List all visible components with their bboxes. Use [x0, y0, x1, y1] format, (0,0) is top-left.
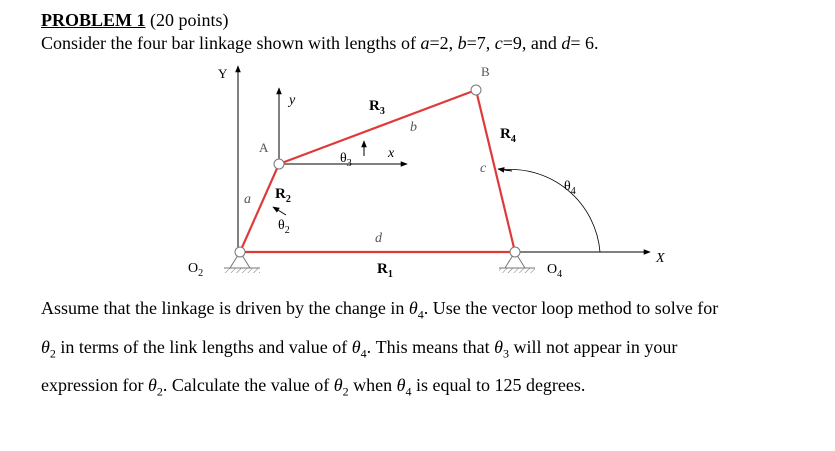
pin-O2: [235, 247, 245, 257]
label-local-y: y: [289, 93, 296, 108]
problem-points: (20 points): [150, 10, 229, 30]
instructions-line-3: expression for $\theta_2$. Calculate the value of $\theta_2$ when $\theta_4$ is equal to 125 degrees.: [41, 375, 586, 399]
statement-c: c: [494, 33, 503, 53]
pin-B: [471, 85, 481, 95]
statement-a-value: =2,: [429, 33, 458, 53]
theta4-arc: [500, 169, 600, 252]
statement-a: a: [420, 33, 430, 53]
label-a: a: [244, 192, 251, 207]
statement-d: d: [561, 33, 571, 53]
label-Y: Y: [218, 66, 228, 81]
pin-A: [274, 159, 284, 169]
problem-label: PROBLEM 1: [41, 10, 146, 30]
statement-c-value: =9, and: [502, 33, 562, 53]
statement-b-value: =7,: [466, 33, 495, 53]
label-d: d: [375, 231, 382, 246]
label-B: B: [481, 64, 490, 79]
label-O2: $O_2$: [188, 261, 204, 279]
label-X: X: [656, 251, 665, 266]
theta2-arrow: [273, 207, 286, 215]
link-R2: [240, 164, 279, 252]
label-A: A: [259, 140, 269, 155]
statement-intro: Consider the four bar linkage shown with lengths of: [41, 33, 421, 53]
label-c: c: [480, 161, 487, 176]
label-b: b: [410, 120, 417, 135]
label-R2: $R_2$: [275, 186, 291, 205]
label-local-x: x: [388, 146, 395, 161]
label-theta3: $\theta_3$: [340, 151, 352, 169]
instructions-paragraph: [41, 292, 821, 408]
label-theta2: $\theta_2$: [278, 218, 290, 236]
label-theta4: $\theta_4$: [564, 179, 576, 197]
pin-O4: [510, 247, 520, 257]
label-R1: $R_1$: [377, 261, 393, 280]
statement-d-value: = 6.: [570, 33, 599, 53]
label-R3: $R_3$: [369, 98, 385, 117]
statement-b: b: [457, 33, 467, 53]
instructions-line-2: $\theta_2$ in terms of the link lengths and value of $\theta_4$. This means that $\theta_3$ will not appear in your: [41, 336, 678, 361]
label-O4: $O_4$: [547, 262, 563, 280]
instructions-line-1: Assume that the linkage is driven by the change in $\theta_4$. Use the vector loop method to solve for: [41, 298, 719, 322]
label-R4: $R_4$: [500, 126, 516, 145]
